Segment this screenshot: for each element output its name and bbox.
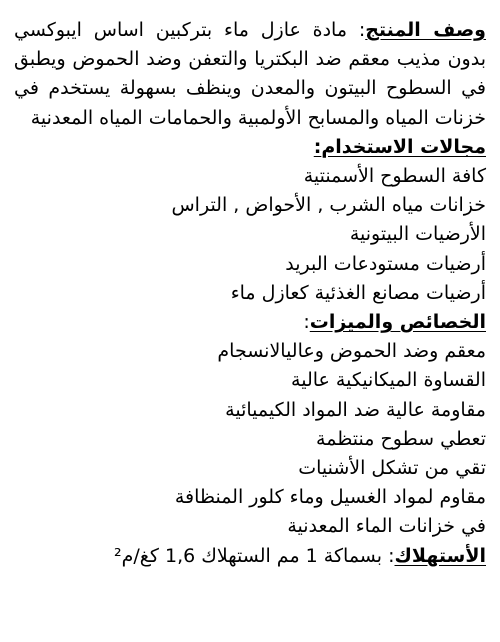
feature-item: تقي من تشكل الأشنيات	[298, 457, 486, 480]
application-item: كافة السطوح الأسمنتية	[303, 165, 486, 188]
feature-item: تعطي سطوح منتظمة	[316, 427, 486, 450]
features-heading-colon: :	[303, 311, 310, 334]
application-item: خزانات مياه الشرب , الأحواض , التراس	[171, 194, 486, 217]
application-item: الأرضيات البيتونية	[349, 223, 486, 246]
application-item: أرضيات مصانع الغذئية كعازل ماء	[230, 281, 486, 304]
consumption-heading-colon: :	[388, 544, 395, 567]
applications-heading: مجالات الاستخدام	[321, 135, 486, 158]
consumption-text: بسماكة 1 مم الستهلاك 1,6 كغ/م²	[114, 544, 383, 567]
feature-item: مقاوم لمواد الغسيل وماء كلور المنظافة	[174, 486, 486, 509]
feature-item: في خزانات الماء المعدنية	[287, 515, 486, 538]
description-heading: وصف المنتج	[365, 19, 486, 41]
features-section	[14, 308, 486, 542]
feature-item: مقاومة عالية ضد المواد الكيميائية	[225, 398, 486, 421]
applications-section	[14, 133, 486, 308]
feature-item: القساوة الميكانيكية عالية	[291, 369, 486, 392]
product-datasheet	[14, 16, 486, 571]
description-text: مادة عازل ماء بتركبين اساس ايبوكسي بدون مذيب معقم ضد البكتريا والتعفن وضد الحموض ويطبق في السطوح البيتون والمعدن وينظف بسهولة يستخدم في خزنات المياه والمسابح الأولمبية والحمامات المياه المعدنية	[14, 19, 486, 129]
application-item: أرضيات مستودعات البريد	[285, 252, 486, 275]
description-heading-colon: :	[358, 19, 366, 41]
applications-heading-colon: :	[313, 135, 322, 158]
features-heading: الخصائص والميزات	[309, 311, 486, 334]
consumption-heading: الأستهلاك	[394, 544, 486, 567]
feature-item: معقم وضد الحموض وعاليالانسجام	[217, 340, 486, 363]
consumption-section	[14, 542, 486, 571]
product-description-paragraph	[14, 16, 486, 133]
